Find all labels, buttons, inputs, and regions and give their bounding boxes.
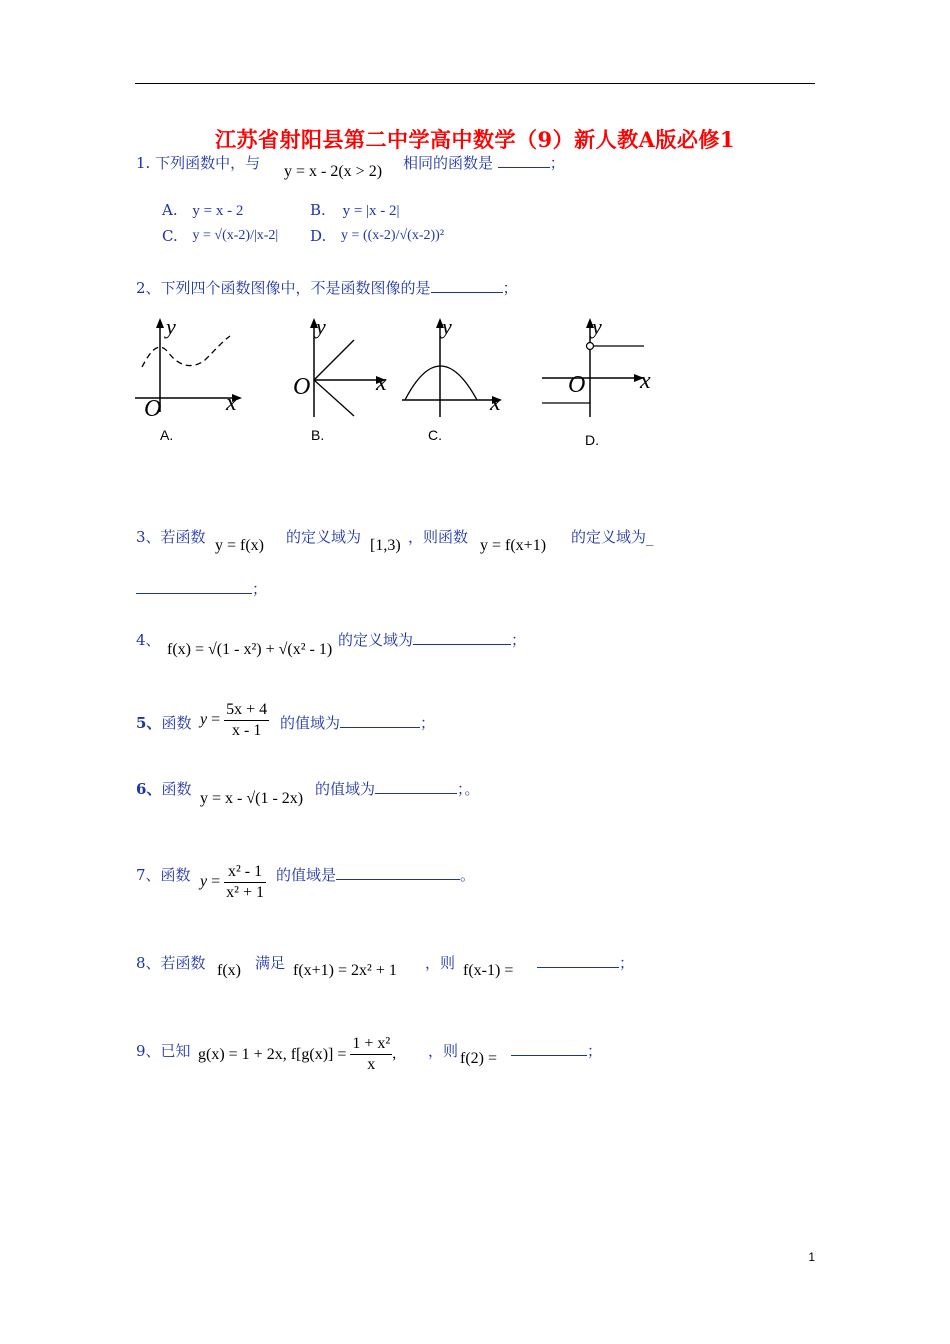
q4-expression: f(x) = √(1 - x²) + √(x² - 1) — [167, 641, 333, 658]
question-number: 9、 — [136, 1042, 161, 1060]
option-label: C. — [162, 227, 178, 245]
q6-expression: y = x - √(1 - 2x) — [200, 790, 304, 807]
page-title: 江苏省射阳县第二中学高中数学（9）新人教A版必修1 — [214, 127, 735, 152]
answer-blank[interactable] — [136, 592, 252, 594]
q5-tail — [280, 712, 435, 733]
question-number: 6、 — [136, 780, 162, 798]
caption-d: D. — [585, 432, 599, 448]
q8-tail — [537, 952, 634, 973]
y-axis-label: y — [166, 314, 176, 339]
q7-end: 。 — [460, 866, 476, 884]
q7-expression: y = $\frac{\text{x² - 1}}{\text{x² + 1}}$ — [200, 863, 264, 901]
fraction — [350, 1034, 392, 1075]
q8-text-3: ，则 — [425, 954, 456, 972]
y-axis-label: y — [442, 314, 452, 339]
q9-tail — [511, 1040, 602, 1061]
q4-tail — [338, 629, 526, 650]
x-axis-label: x — [226, 390, 237, 416]
option-label: A. — [162, 201, 178, 219]
numerator: 1 + x² — [350, 1034, 392, 1055]
q6-end: ；。 — [457, 780, 480, 798]
option-label: D. — [310, 227, 327, 245]
answer-blank[interactable] — [431, 291, 503, 293]
denominator: x — [367, 1056, 376, 1073]
question-2 — [136, 277, 518, 298]
caption-a: A. — [160, 427, 174, 443]
q5-expression: y = $\frac{5x + 4}{x - 1}$ — [200, 701, 268, 739]
q3-text-3: ，则函数 — [408, 528, 469, 546]
question-text: 下列函数中，与 — [155, 154, 261, 172]
q4-end: ； — [511, 631, 527, 649]
q9-end: ； — [587, 1042, 603, 1060]
question-number: 3、 — [136, 528, 161, 546]
answer-blank[interactable] — [413, 643, 511, 645]
option-expr: y = √(x-2)/|x-2| — [192, 228, 279, 243]
question-number: 5、 — [136, 714, 162, 732]
answer-blank[interactable] — [537, 966, 619, 968]
q8-end: ； — [619, 954, 635, 972]
q8-text-2: 满足 — [255, 954, 286, 972]
q9-g-expr: g(x) = 1 + 2x, f[g(x)] = — [198, 1045, 347, 1063]
graph-a — [130, 312, 260, 422]
graph-d — [540, 312, 665, 422]
question-number: 2、 — [136, 279, 161, 297]
q1-end: ； — [549, 154, 565, 172]
q9-expression: g(x) = 1 + 2x, f[g(x)] = $\frac{\text{1 + x²}}{x}$ , — [198, 1035, 397, 1073]
question-9 — [136, 1040, 191, 1061]
question-8 — [136, 952, 206, 973]
q9-text-2: ，则 — [428, 1042, 459, 1060]
y-axis-label: y — [592, 314, 602, 339]
caption-c: C. — [428, 427, 442, 443]
question-text: 函数 — [160, 866, 191, 884]
q3-function: y = f(x) — [215, 537, 265, 554]
q3-domain: [1,3) — [370, 537, 401, 554]
y-axis-label: y — [316, 314, 326, 339]
option-a[interactable] — [162, 201, 243, 220]
option-d[interactable] — [310, 226, 444, 272]
header-rule — [135, 83, 815, 84]
question-text: 函数 — [161, 780, 192, 798]
question-7 — [136, 864, 191, 885]
q5-end: ； — [420, 714, 436, 732]
question-text: 的值域为 — [315, 780, 376, 798]
question-number: 8、 — [136, 954, 161, 972]
q3-answer-line — [136, 578, 267, 599]
q3-text-2: 的定义域为 — [286, 528, 362, 546]
q8-ask: f(x-1) = — [463, 962, 514, 979]
option-expr: y = |x - 2| — [342, 203, 400, 219]
question-text: 的值域为 — [280, 714, 341, 732]
option-b[interactable] — [310, 201, 400, 220]
answer-blank[interactable] — [336, 878, 460, 880]
q2-end: ； — [502, 279, 518, 297]
answer-blank[interactable] — [340, 726, 420, 728]
fraction — [224, 700, 269, 741]
q1-expression: y = x - 2(x > 2) — [284, 163, 383, 180]
denominator: x² + 1 — [226, 884, 264, 901]
option-expr: y = x - 2 — [192, 203, 244, 219]
question-4: 4、 — [136, 631, 161, 649]
question-text: 若函数 — [160, 528, 206, 546]
question-3 — [136, 526, 206, 547]
graph-b — [290, 312, 400, 422]
question-number: 1. — [136, 154, 151, 172]
answer-blank[interactable] — [498, 166, 550, 168]
x-axis-label: x — [376, 370, 387, 396]
q9-ask: f(2) = — [460, 1050, 498, 1067]
origin-label: O — [568, 372, 586, 398]
graph-c — [400, 312, 515, 422]
x-axis-label: x — [490, 390, 501, 416]
q3-end: ； — [252, 580, 268, 598]
option-c[interactable] — [162, 226, 278, 272]
question-text: 已知 — [160, 1042, 191, 1060]
page-number: 1 — [808, 1250, 815, 1264]
q3-text-4: 的定义域为_ — [571, 528, 654, 546]
q8-condition: f(x+1) = 2x² + 1 — [293, 962, 397, 979]
question-5 — [136, 712, 191, 733]
fraction — [224, 862, 266, 903]
question-text: 的定义域为 — [338, 631, 414, 649]
q6-tail — [315, 778, 480, 799]
answer-blank[interactable] — [511, 1054, 587, 1056]
option-expr: y = ((x-2)/√(x-2))² — [341, 228, 445, 243]
denominator: x - 1 — [231, 722, 262, 739]
answer-blank[interactable] — [375, 792, 457, 794]
question-6 — [136, 778, 191, 799]
origin-label: O — [293, 374, 311, 400]
q7-tail — [276, 864, 475, 885]
q8-function: f(x) — [217, 962, 241, 979]
option-label: B. — [310, 201, 326, 219]
question-text: 下列四个函数图像中，不是函数图像的是 — [160, 279, 431, 297]
question-text: 的值域是 — [276, 866, 337, 884]
q1-tail — [403, 152, 565, 173]
question-number: 7、 — [136, 866, 161, 884]
caption-b: B. — [311, 427, 325, 443]
q3-function-2: y = f(x+1) — [480, 537, 547, 554]
numerator: 5x + 4 — [224, 700, 269, 721]
q1-tail-text: 相同的函数是 — [403, 154, 494, 172]
x-axis-label: x — [640, 368, 651, 394]
origin-label: O — [144, 396, 162, 422]
numerator: x² - 1 — [224, 862, 266, 883]
question-text: 函数 — [161, 714, 192, 732]
question-1 — [136, 152, 260, 173]
question-text: 若函数 — [160, 954, 206, 972]
